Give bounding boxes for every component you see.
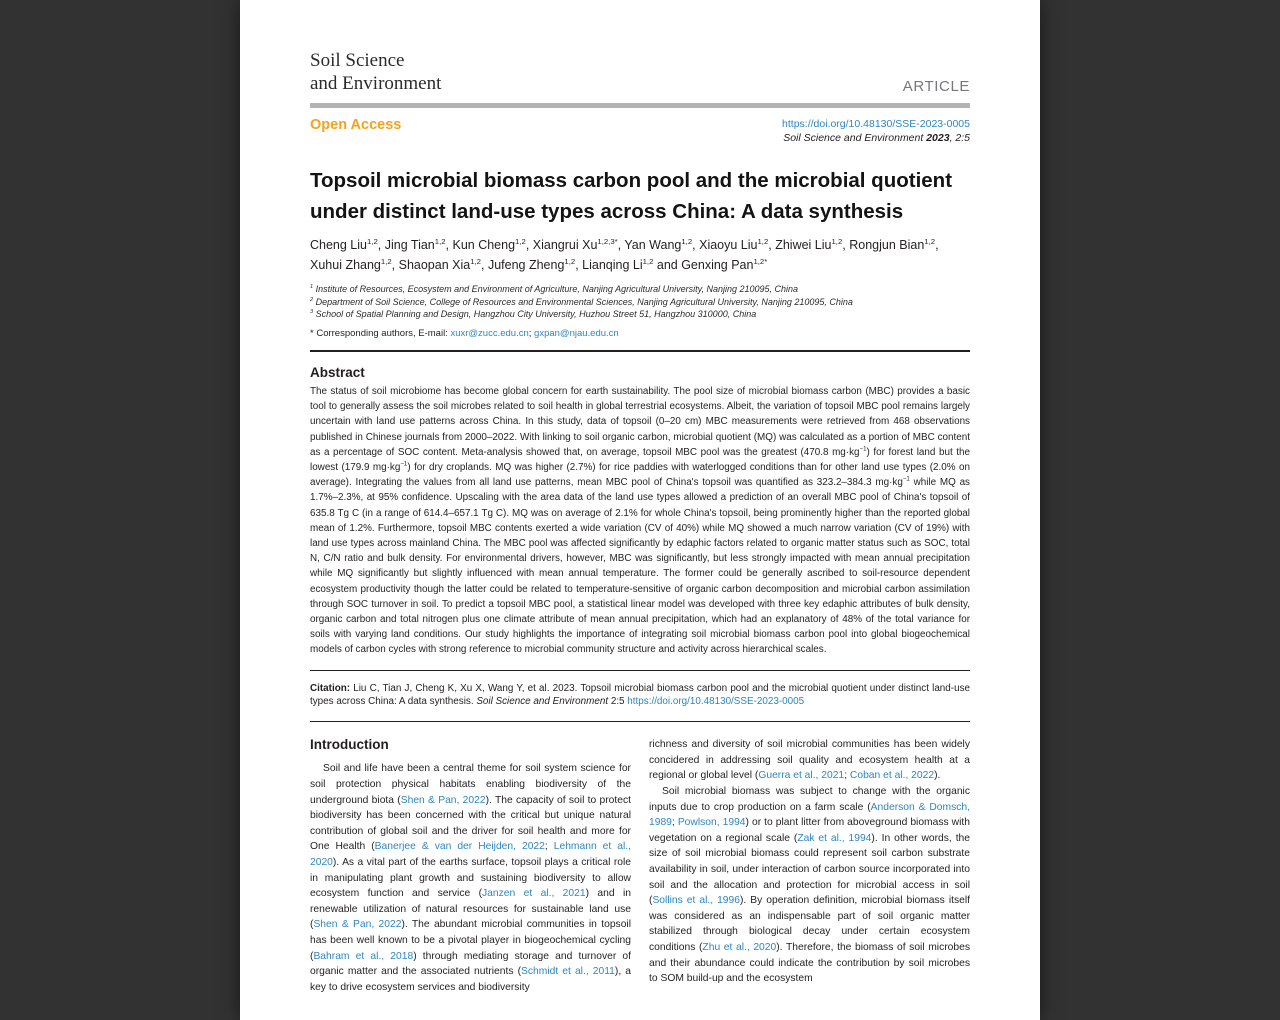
superscript: 1,2 xyxy=(757,237,769,247)
ref-link[interactable]: Anderson & Domsch, 1989 xyxy=(649,801,970,829)
introduction-heading: Introduction xyxy=(310,737,389,753)
header-divider xyxy=(310,103,970,108)
superscript: 1,2 xyxy=(515,237,526,247)
paragraph: richness and diversity of soil microbial communities has been widely concidered in addressing soil quality and ecosystem health at a regional or global level (Guerra et al., 2021; Coban et al., 2022). xyxy=(649,739,970,782)
ref-link[interactable]: xuxr@zucc.edu.cn xyxy=(450,327,529,339)
superscript: 3 xyxy=(310,309,314,316)
ref-link[interactable]: Shen & Pan, 2022 xyxy=(400,794,486,806)
affiliation-line: $^1$ Institute of Resources, Ecosystem and Environment of Agriculture, Nanjing Agricultural University, Nanjing 210095, China xyxy=(310,284,799,295)
body-columns xyxy=(310,737,970,995)
document-page xyxy=(240,0,1040,1020)
superscript: −1 xyxy=(902,475,910,483)
ref-link[interactable]: Zak et al., 1994 xyxy=(797,832,872,844)
superscript: 1,2 xyxy=(367,237,378,247)
paper-title: Topsoil microbial biomass carbon pool and the microbial quotient under distinct land-use types across China: A data synthesis xyxy=(310,168,953,223)
paragraph: Soil and life have been a central theme for soil system science for soil protection physical habitats enabling biodiversity of the underground biota (Shen & Pan, 2022). The capacity of soil to protect biodiversity has been concerned with the critical but unique natural contribution of global soil and the driver for soil health and more for One Health (Banerjee & van der Heijden, 2022; Lehmann et al., 2020). As a vital part of the earths surface, topsoil plays a critical role in manipulating plant growth and sustaining biodiversity to allow ecosystem function and service (Janzen et al., 2021) and in renewable utilization of natural resources for sustainable land use (Shen & Pan, 2022). The abundant microbial communities in topsoil has been well known to be a pivotal player in biogeochemical cycling (Bahram et al., 2018) through mediating storage and turnover of organic matter and the associated nutrients (Schmidt et al., 2011), a key to drive ecosystem services and biodiversity xyxy=(310,763,631,993)
superscript: 1,2* xyxy=(753,256,768,266)
ref-link[interactable]: Janzen et al., 2021 xyxy=(482,888,586,900)
superscript: 1 xyxy=(310,284,314,291)
ref-link[interactable]: Banerjee & van der Heijden, 2022 xyxy=(374,841,545,853)
author-list: Cheng Liu$^{1,2}$, Jing Tian$^{1,2}$, Kun Cheng$^{1,2}$, Xiangrui $Xu^{1,2,3*}$, Yan Wang$^{1,2}$, Xiaoyu Liu$^{1,2}$, Zhiwei Liu$^{1,2}$, Rongjun Bian$^{1,2}$, Xuhui Zhang$^{1,2}$, Shaopan Xia$^{1,2}$, Jufeng Zheng$^{1,2}$, Lianqing Li$^{1,2}$ and Genxing Pan$^{1,2*}$ xyxy=(310,237,939,272)
article-type-label: ARTICLE xyxy=(902,77,970,95)
citation-block: Citation: Liu C, Tian J, Cheng K, Xu X, Wang Y, et al. 2023. Topsoil microbial biomass carbon pool and the microbial quotient under distinct land-use types across China: A data synthesis. Soil Science and Environment 2:5 https://doi.org/10.48130/SSE-2023-0005 xyxy=(310,682,970,708)
abstract-text: The status of soil microbiome has become global concern for earth sustainability. The pool size of microbial biomass carbon (MBC) provides a basic tool to generally assess the soil microbes related to soil health in global terrestrial ecosystems. Albeit, the variation of topsoil MBC pool remains largely uncertain with land use patterns across China. In this study, data of topsoil (0–20 cm) MBC measurements were retrieved from 468 observations published in Chinese journals from 2000–2022. With linking to soil organic carbon, microbial quotient (MQ) was calculated as a portion of MBC content as a percentage of SOC content. Meta-analysis showed that, on average, topsoil MBC pool was the greatest (470.8 $mg\cdot kg^{-1}$) for forest land but the lowest (179.9 $mg\cdot kg^{-1}$) for dry croplands. MQ was higher (2.7%) for rice paddies with waterlogged conditions than for other land use types (2.0% on average). Integrating the values from all land use patterns, mean MBC pool of China's topsoil was quantified as 323.2–384.3 $mg\cdot kg^{-1}$ while MQ as 1.7%–2.3%, at 95% confidence. Upscaling with the area data of the land use types allowed a prediction of an overall MBC pool of China's topsoil of 635.8 Tg C (in a range of 614.4–657.1 Tg C). MQ was on average of 2.1% for whole China's topsoil, being prominently higher than the reported global mean of 1.2%. Furthermore, topsoil MBC contents exerted a wide variation (CV of 40%) while MQ showed a much narrow variation (CV of 19%) with land use types across mainland China. The MBC pool was affected significantly by edaphic factors related to organic matter status such as SOC, total N, C/N ratio and bulk density. For environmental drivers, however, MBC was significantly, but less strongly impacted with mean annual precipitation while MQ significantly but slightly influenced with mean annual temperature. The former could be generally ascribed to soil-resource dependent ecosystem productivity though the latter could be related to temperature-sensitive of organic carbon decomposition and microbial carbon assimilation through SOC turnover in soil. To predict a topsoil MBC pool, a statistical linear model was developed with three key edaphic attributes of bulk density, organic carbon and total nitrogen plus one climate attribute of mean annual precipitation, which had an explanatory of 48% of the total variance for soils with varying land conditions. Our study highlights the importance of integrating soil microbial biomass carbon pool into global biogeochemical models of carbon cycles with strong reference to microbial community structure and activity across hierarchical scales. xyxy=(310,385,971,656)
journal-name-line2: and Environment xyxy=(310,72,442,94)
superscript: 1,2 xyxy=(831,237,843,247)
ref-link[interactable]: Lehmann et al., 2020 xyxy=(310,841,631,868)
superscript: 1,2 xyxy=(681,237,693,247)
superscript: 2 xyxy=(310,296,314,303)
access-row xyxy=(310,117,970,145)
superscript: −1 xyxy=(400,460,408,468)
journal-name-line1: Soil Science xyxy=(310,50,405,71)
open-access-label: Open Access xyxy=(310,116,402,133)
ref-link[interactable]: Bahram et al., 2018 xyxy=(313,950,414,962)
superscript: 1,2 xyxy=(434,237,446,247)
superscript: 1,2 xyxy=(642,256,654,266)
corresponding-authors-line: * Corresponding authors, E-mail: xuxr@zucc.edu.cn; gxpan@njau.edu.cn xyxy=(310,327,619,339)
superscript: 1,2 xyxy=(380,256,392,266)
right-column xyxy=(649,737,970,995)
ref-link[interactable]: Sollins et al., 1996 xyxy=(652,895,740,907)
publication-info xyxy=(782,117,970,145)
ref-link[interactable]: Coban et al., 2022 xyxy=(849,770,935,782)
ref-link[interactable]: https://doi.org/10.48130/SSE-2023-0005 xyxy=(627,696,805,708)
superscript: 1,2 xyxy=(924,237,936,247)
superscript: 1,2,3* xyxy=(597,237,618,247)
ref-link[interactable]: Zhu et al., 2020 xyxy=(702,941,777,953)
abstract-top-divider xyxy=(310,350,970,352)
ref-link[interactable]: Schmidt et al., 2011 xyxy=(521,966,615,978)
journal-issue-line: Soil Science and Environment 2023, 2:5 xyxy=(783,131,970,144)
doi-link[interactable]: https://doi.org/10.48130/SSE-2023-0005 xyxy=(782,117,970,130)
ref-link[interactable]: gxpan@njau.edu.cn xyxy=(534,327,619,339)
journal-logo xyxy=(310,50,441,96)
superscript: 1,2 xyxy=(470,256,481,266)
superscript: −1 xyxy=(859,445,867,453)
ref-link[interactable]: Guerra et al., 2021 xyxy=(758,770,845,782)
ref-link[interactable]: Shen & Pan, 2022 xyxy=(313,919,402,931)
citation-top-divider xyxy=(310,670,970,671)
abstract-heading: Abstract xyxy=(310,364,365,380)
affiliations xyxy=(310,283,970,321)
superscript: 1,2 xyxy=(564,256,576,266)
journal-masthead xyxy=(310,50,970,96)
citation-bottom-divider xyxy=(310,721,970,722)
ref-link[interactable]: Powlson, 1994 xyxy=(677,817,746,829)
affiliation-line: $^2$ Department of Soil Science, College of Resources and Environmental Sciences, Nanjing Agricultural University, Nanjing 210095, China xyxy=(310,296,853,307)
affiliation-line: $^3$ School of Spatial Planning and Design, Hangzhou City University, Huzhou Street 51, Hangzhou 310000, China xyxy=(310,309,757,320)
paragraph: Soil microbial biomass was subject to change with the organic inputs due to crop production on a farm scale (Anderson & Domsch, 1989; Powlson, 1994) or to plant litter from aboveground biomass with vegetation on a regional scale (Zak et al., 1994). In other words, the size of soil microbial biomass could represent soil carbon substrate availability in soil, under interaction of carbon source incorporated into soil and the allocation and protection for microbial access in soil (Sollins et al., 1996). By operation definition, microbial biomass itself was considered as an indispensable part of soil organic matter stabilized through biological decay under certain ecosystem conditions (Zhu et al., 2020). Therefore, the biomass of soil microbes and their abundance could indicate the contribution by soil microbes to SOM build-up and the ecosystem xyxy=(649,786,971,985)
left-column xyxy=(310,737,631,995)
